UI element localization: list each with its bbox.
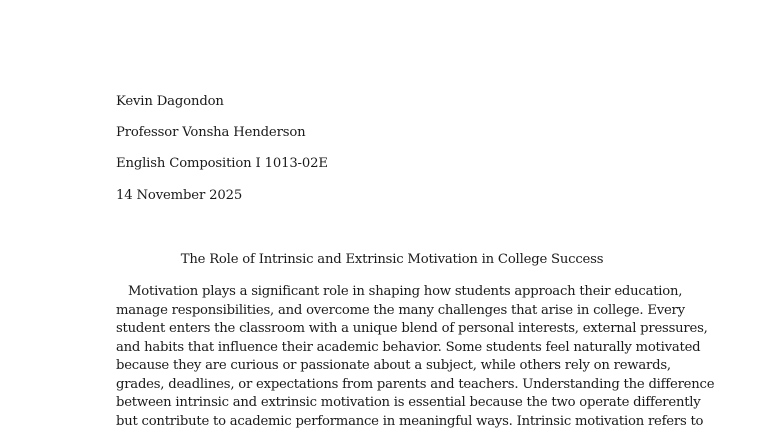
submission-date: 14 November 2025 <box>116 188 243 203</box>
course-name: English Composition I 1013-02E <box>116 156 328 171</box>
instructor-name: Professor Vonsha Henderson <box>116 125 306 140</box>
essay-title: The Role of Intrinsic and Extrinsic Motivation in College Success <box>180 252 604 267</box>
paragraph-line: Motivation plays a significant role in shaping how students approach their education, <box>128 284 683 299</box>
essay-paragraph <box>116 283 715 431</box>
paragraph-line: and habits that influence their academic behavior. Some students feel naturally motivated <box>116 339 701 355</box>
paragraph-line: but contribute to academic performance in meaningful ways. Intrinsic motivation refers to <box>116 413 704 429</box>
paragraph-line: because they are curious or passionate about a subject, while others rely on rewards, <box>116 358 671 373</box>
paragraph-line: grades, deadlines, or expectations from parents and teachers. Understanding the difference <box>116 376 715 392</box>
paragraph-line: student enters the classroom with a unique blend of personal interests, external pressures, <box>116 321 708 336</box>
paragraph-line: between intrinsic and extrinsic motivation is essential because the two operate differently <box>116 395 701 410</box>
paragraph-line: manage responsibilities, and overcome the many challenges that arise in college. Every <box>116 302 685 318</box>
author-name: Kevin Dagondon <box>116 94 224 109</box>
